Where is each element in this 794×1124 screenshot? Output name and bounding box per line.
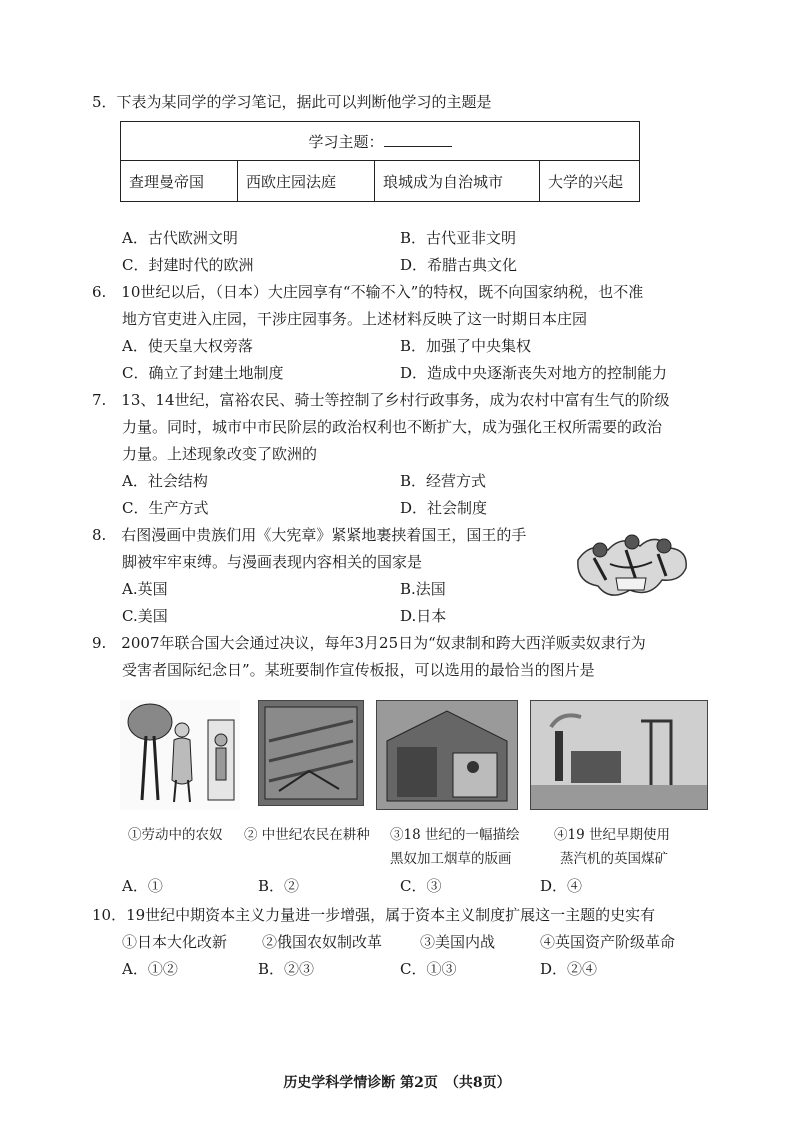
tobacco-slaves-picture xyxy=(376,700,518,810)
notes-item-3: 琅城成为自治城市 xyxy=(375,161,540,202)
q9-option-b[interactable]: B．② xyxy=(258,877,300,895)
caption-1: ①劳动中的农奴 xyxy=(128,827,223,843)
q5-option-a[interactable]: A．古代欧洲文明 xyxy=(122,229,238,247)
q9-stem-line-2: 受害者国际纪念日”。某班要制作宣传板报，可以选用的最恰当的图片是 xyxy=(122,661,595,679)
q6-option-d[interactable]: D．造成中央逐渐丧失对地方的控制能力 xyxy=(400,364,668,382)
q9-option-c[interactable]: C．③ xyxy=(400,877,442,895)
q8-option-c[interactable]: C.美国 xyxy=(122,607,168,625)
q9-option-a[interactable]: A．① xyxy=(122,877,163,895)
q8-stem-line-1: 8. 右图漫画中贵族们用《大宪章》紧紧地裹挟着国王，国王的手 xyxy=(92,526,527,544)
q7-option-a[interactable]: A．社会结构 xyxy=(122,472,208,490)
q8-option-d[interactable]: D.日本 xyxy=(400,607,447,625)
serfs-working-picture xyxy=(120,700,240,810)
steam-coal-mine-picture xyxy=(530,700,708,810)
q7-option-d[interactable]: D．社会制度 xyxy=(400,499,488,517)
q5-option-c[interactable]: C．封建时代的欧洲 xyxy=(122,256,254,274)
notes-item-2: 西欧庄园法庭 xyxy=(238,161,375,202)
q10-stem: 10．19世纪中期资本主义力量进一步增强，属于资本主义制度扩展这一主题的史实有 xyxy=(92,906,656,924)
notes-item-4: 大学的兴起 xyxy=(540,161,640,202)
caption-3-line-1: ③18 世纪的一幅描绘 xyxy=(390,827,520,843)
study-notes-table xyxy=(120,121,640,202)
q8-option-b[interactable]: B.法国 xyxy=(400,580,446,598)
q7-stem-line-2: 力量。同时，城市中市民阶层的政治权利也不断扩大，成为强化王权所需要的政治 xyxy=(122,418,663,436)
q10-item-3: ③美国内战 xyxy=(420,933,496,951)
notes-item-1: 查理曼帝国 xyxy=(121,161,238,202)
q9-option-d[interactable]: D．④ xyxy=(540,877,583,895)
q8-option-a[interactable]: A.英国 xyxy=(122,580,168,598)
topic-label: 学习主题： xyxy=(308,132,384,151)
medieval-farming-picture xyxy=(258,700,364,806)
topic-blank xyxy=(384,134,452,147)
q6-stem-line-1: 6. 10世纪以后，（日本）大庄园享有“不输不入”的特权，既不向国家纳税，也不准 xyxy=(92,283,644,301)
q6-stem-line-2: 地方官吏进入庄园，干涉庄园事务。上述材料反映了这一时期日本庄园 xyxy=(122,310,588,328)
q6-option-b[interactable]: B．加强了中央集权 xyxy=(400,337,532,355)
caption-4-line-2: 蒸汽机的英国煤矿 xyxy=(560,851,668,867)
page-footer: 历史学科学情诊断 第2页 （共8页） xyxy=(283,1075,511,1091)
q6-option-a[interactable]: A．使天皇大权旁落 xyxy=(122,337,253,355)
magna-carta-cartoon xyxy=(570,520,696,606)
q10-item-1: ①日本大化改新 xyxy=(122,933,228,951)
caption-4-line-1: ④19 世纪早期使用 xyxy=(554,827,670,843)
q7-option-c[interactable]: C．生产方式 xyxy=(122,499,209,517)
q10-item-2: ②俄国农奴制改革 xyxy=(262,933,383,951)
q5-stem: 5．下表为某同学的学习笔记，据此可以判断他学习的主题是 xyxy=(92,93,492,111)
q8-stem-line-2: 脚被牢牢束缚。与漫画表现内容相关的国家是 xyxy=(122,553,423,571)
q10-option-b[interactable]: B．②③ xyxy=(258,960,315,978)
q10-option-c[interactable]: C．①③ xyxy=(400,960,457,978)
q7-stem-line-1: 7. 13、14世纪，富裕农民、骑士等控制了乡村行政事务，成为农村中富有生气的阶级 xyxy=(92,391,670,409)
q9-stem-line-1: 9. 2007年联合国大会通过决议，每年3月25日为“奴隶制和跨大西洋贩卖奴隶行为 xyxy=(92,634,646,652)
caption-2: ② 中世纪农民在耕种 xyxy=(244,827,370,843)
q5-option-d[interactable]: D．希腊古典文化 xyxy=(400,256,518,274)
q10-option-d[interactable]: D．②④ xyxy=(540,960,598,978)
caption-3-line-2: 黑奴加工烟草的版画 xyxy=(390,851,512,867)
q7-option-b[interactable]: B．经营方式 xyxy=(400,472,487,490)
q10-item-4: ④英国资产阶级革命 xyxy=(540,933,676,951)
q10-option-a[interactable]: A．①② xyxy=(122,960,178,978)
topic-cell xyxy=(121,122,640,161)
q5-option-b[interactable]: B．古代亚非文明 xyxy=(400,229,517,247)
q7-stem-line-3: 力量。上述现象改变了欧洲的 xyxy=(122,445,318,463)
q6-option-c[interactable]: C．确立了封建土地制度 xyxy=(122,364,284,382)
